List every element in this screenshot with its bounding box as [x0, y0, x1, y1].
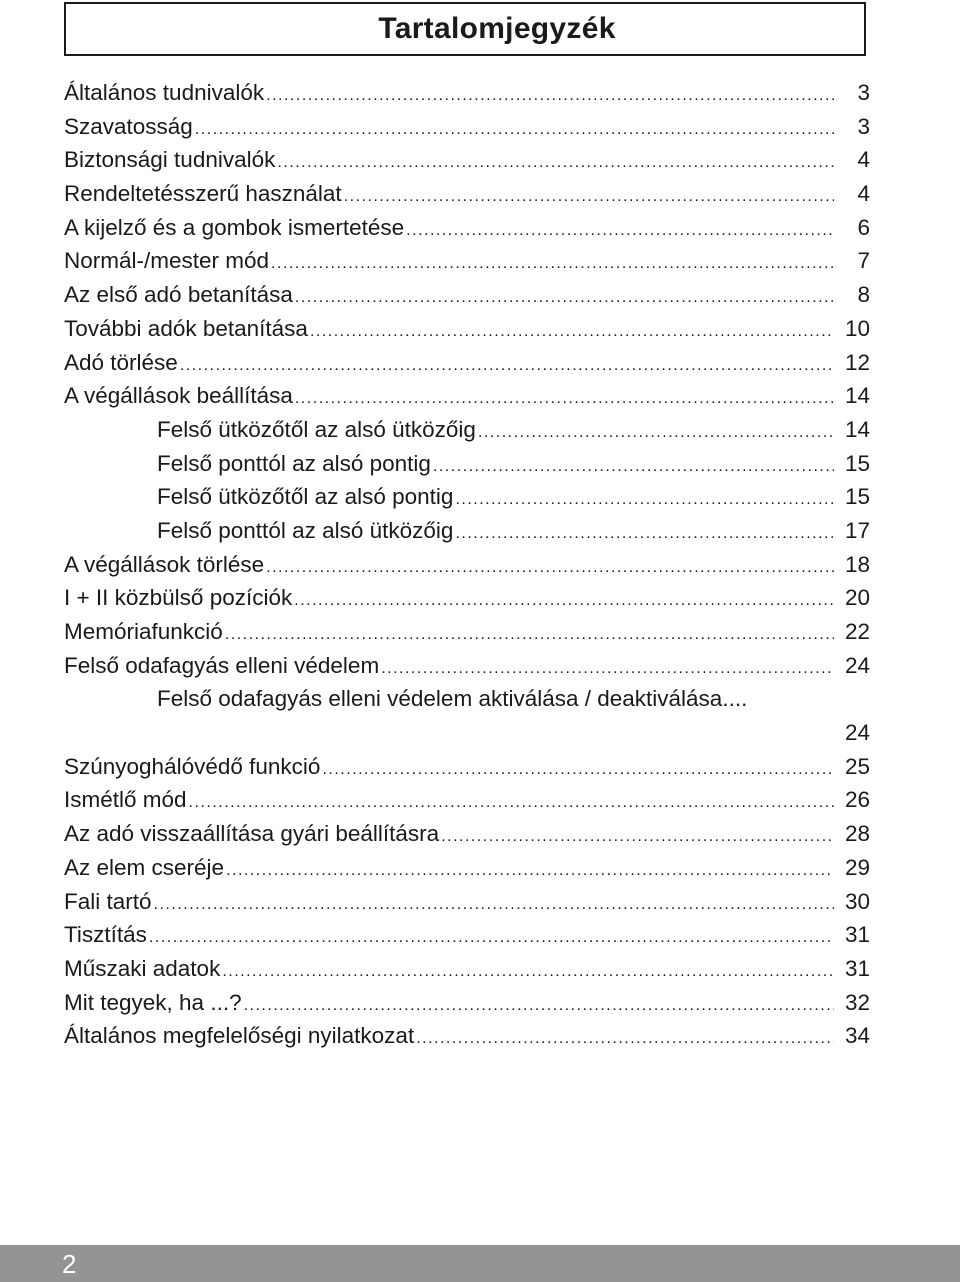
toc-entry-page: 3 [857, 80, 870, 105]
toc-entry-page: 12 [844, 349, 870, 375]
toc-entry-label: A végállások törlése [64, 551, 265, 577]
toc-entry-label: Szavatosság [64, 113, 193, 139]
toc-entry-label: Rendeltetésszerű használat [64, 181, 342, 207]
toc-entry-page: 17 [844, 517, 870, 543]
toc-entry-page: 34 [844, 1023, 870, 1049]
toc-leader-dots [266, 79, 834, 113]
toc-entry[interactable] [64, 211, 870, 245]
toc-entry-page: 15 [844, 484, 870, 510]
toc-leader-dots [225, 618, 834, 652]
toc-entry[interactable] [64, 177, 870, 211]
toc-leader-dots [180, 349, 834, 383]
table-of-contents [64, 76, 870, 1053]
toc-entry[interactable] [64, 783, 870, 817]
toc-entry[interactable] [64, 986, 870, 1020]
toc-entry-label: Felső ütközőtől az alsó ütközőig [157, 416, 476, 442]
toc-entry[interactable] [64, 346, 870, 380]
toc-leader-dots [455, 517, 834, 551]
toc-entry-page: 14 [844, 383, 870, 409]
toc-entry-page: 26 [844, 787, 870, 813]
toc-entry-page: 3 [857, 113, 870, 139]
toc-entry[interactable] [64, 952, 870, 986]
toc-leader-dots [344, 180, 834, 214]
toc-leader-dots [266, 551, 834, 585]
toc-subentry[interactable] [64, 514, 870, 548]
toc-entry-page: 14 [844, 416, 870, 442]
toc-entry-page: 24 [844, 652, 870, 678]
toc-subentry[interactable] [64, 447, 870, 481]
toc-entry-label: A végállások beállítása [64, 383, 293, 409]
toc-entry-page: 30 [844, 888, 870, 914]
toc-leader-dots [441, 820, 834, 854]
toc-leader-dots [433, 450, 834, 484]
toc-entry-label: I + II közbülső pozíciók [64, 585, 293, 611]
toc-leader-dots [295, 281, 834, 315]
toc-leader-dots: .... [722, 686, 748, 712]
toc-leader-dots [222, 955, 834, 989]
toc-entry[interactable] [64, 649, 870, 683]
toc-entry-page: 4 [857, 147, 870, 173]
toc-entry-page: 4 [857, 181, 870, 207]
toc-leader-dots [195, 113, 834, 147]
toc-subentry[interactable] [64, 480, 870, 514]
page-number: 2 [62, 1249, 77, 1279]
toc-entry-label: Biztonsági tudnivalók [64, 147, 276, 173]
toc-leader-dots [381, 652, 834, 686]
toc-entry[interactable] [64, 817, 870, 851]
toc-entry[interactable] [64, 244, 870, 278]
toc-entry-label: Műszaki adatok [64, 955, 221, 981]
toc-entry-label: Fali tartó [64, 888, 152, 914]
page-title: Tartalomjegyzék [378, 12, 616, 45]
toc-leader-dots [310, 315, 834, 349]
toc-entry-page: 15 [844, 450, 870, 476]
toc-leader-dots [295, 382, 834, 416]
toc-entry[interactable] [64, 918, 870, 952]
toc-entry[interactable] [64, 312, 870, 346]
toc-entry-label: Az elem cseréje [64, 854, 225, 880]
toc-entry-page: 6 [857, 214, 870, 240]
footer-bar [0, 1245, 960, 1282]
toc-entry-label: Szúnyoghálóvédő funkció [64, 753, 321, 779]
toc-entry-page: 8 [857, 282, 870, 308]
toc-entry-label: Felső ponttól az alsó pontig [157, 450, 431, 476]
toc-entry[interactable] [64, 143, 870, 177]
toc-entry-page: 10 [844, 315, 870, 341]
toc-leader-dots [189, 786, 834, 820]
toc-leader-dots [244, 989, 834, 1023]
toc-leader-dots [226, 854, 834, 888]
toc-entry[interactable] [64, 110, 870, 144]
toc-entry-label: További adók betanítása [64, 315, 308, 341]
toc-entry[interactable] [64, 885, 870, 919]
toc-entry-label: Ismétlő mód [64, 787, 187, 813]
toc-subentry[interactable] [64, 413, 870, 447]
toc-leader-dots [322, 753, 834, 787]
toc-entry-label: Felső ponttól az alsó ütközőig [157, 517, 454, 543]
toc-entry-page: 7 [857, 248, 870, 274]
toc-entry-page: 31 [844, 955, 870, 981]
toc-entry-label: Általános megfelelőségi nyilatkozat [64, 1023, 415, 1049]
toc-entry-label: Adó törlése [64, 349, 178, 375]
toc-entry[interactable] [64, 278, 870, 312]
toc-leader-dots [294, 584, 834, 618]
toc-entry-label: Tisztítás [64, 922, 147, 948]
toc-entry-page: 18 [844, 551, 870, 577]
toc-entry[interactable] [64, 76, 870, 110]
toc-entry[interactable] [64, 379, 870, 413]
toc-entry[interactable] [64, 548, 870, 582]
toc-subentry[interactable] [64, 682, 870, 749]
toc-entry-page: 28 [844, 821, 870, 847]
toc-leader-dots [154, 888, 834, 922]
toc-leader-dots [406, 214, 834, 248]
toc-entry[interactable] [64, 851, 870, 885]
toc-entry-label: Normál-/mester mód [64, 248, 270, 274]
toc-entry-page: 25 [844, 753, 870, 779]
toc-entry-label: Memóriafunkció [64, 619, 223, 644]
toc-entry-page: 32 [844, 989, 870, 1015]
toc-entry-label: Az első adó betanítása [64, 282, 293, 308]
toc-leader-dots [271, 247, 834, 281]
toc-entry-label: Általános tudnivalók [64, 80, 265, 105]
toc-entry[interactable] [64, 1019, 870, 1053]
toc-entry-label: Felső odafagyás elleni védelem aktiválása / deaktiválása [157, 686, 723, 712]
toc-entry[interactable] [64, 581, 870, 615]
toc-leader-dots [455, 483, 834, 517]
toc-entry[interactable] [64, 615, 870, 649]
toc-entry-page: 31 [844, 922, 870, 948]
toc-entry-line [157, 682, 870, 716]
toc-entry[interactable] [64, 750, 870, 784]
title-box [64, 2, 866, 56]
toc-entry-page: 20 [844, 585, 870, 611]
toc-entry-page: 29 [844, 854, 870, 880]
toc-entry-label: Mit tegyek, ha ...? [64, 989, 242, 1015]
toc-leader-dots [416, 1022, 834, 1056]
toc-leader-dots [277, 146, 834, 180]
toc-entry-page: 24 [844, 720, 870, 746]
toc-entry-label: Felső odafagyás elleni védelem [64, 652, 380, 678]
toc-entry-label: A kijelző és a gombok ismertetése [64, 214, 405, 240]
toc-leader-dots [478, 416, 834, 450]
toc-entry-label: Az adó visszaállítása gyári beállításra [64, 821, 440, 847]
toc-entry-page: 22 [844, 619, 870, 644]
toc-leader-dots [149, 921, 834, 955]
toc-entry-label: Felső ütközőtől az alsó pontig [157, 484, 454, 510]
